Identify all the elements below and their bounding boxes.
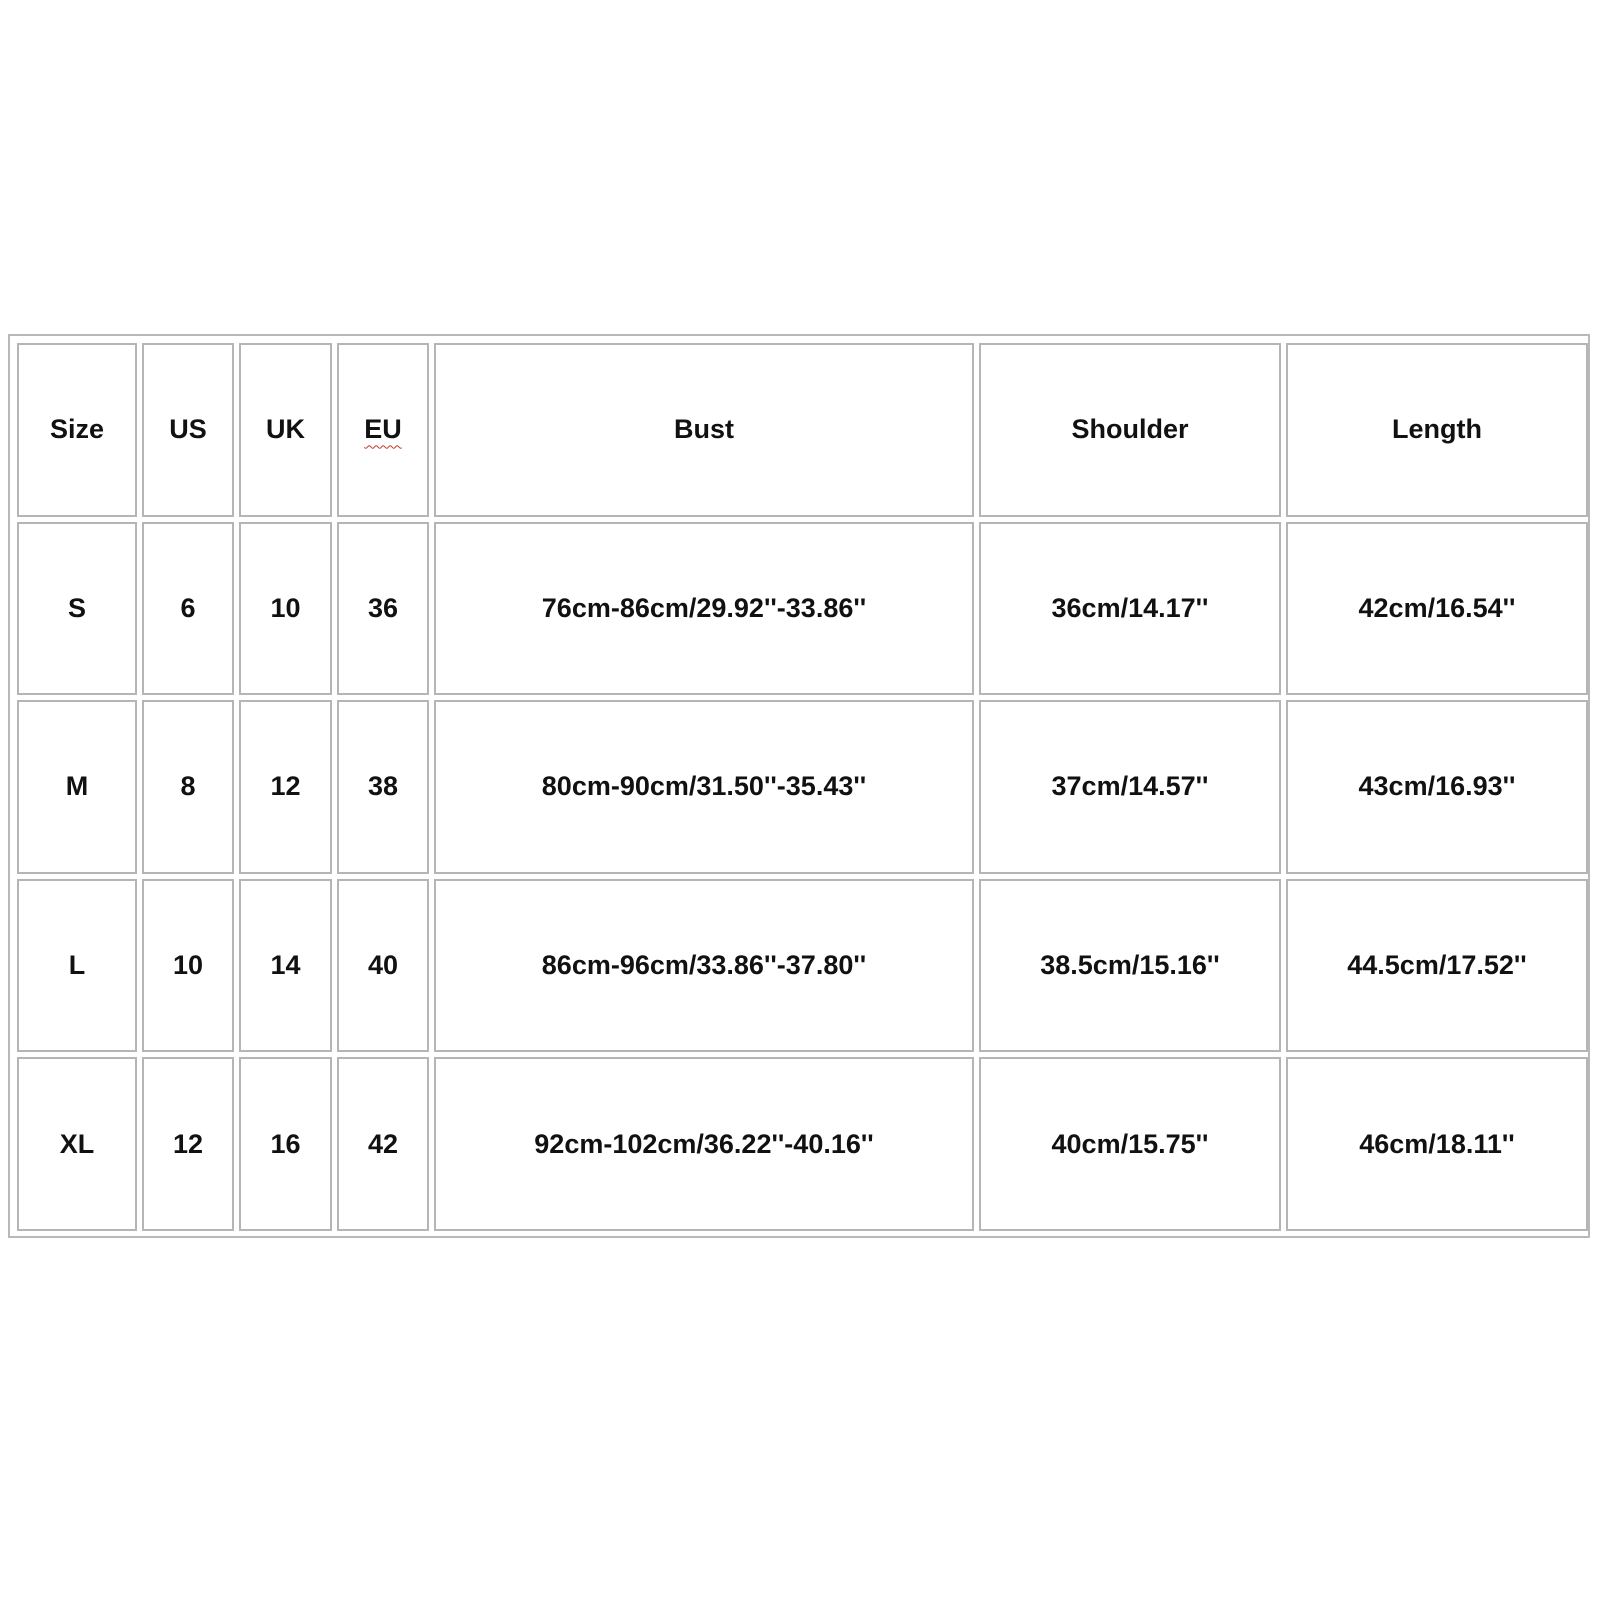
table-row — [17, 700, 1588, 874]
cell-bust: 76cm-86cm/29.92''-33.86'' — [434, 522, 974, 696]
header-eu-label: EU — [364, 414, 402, 445]
cell-size: S — [17, 522, 137, 696]
cell-uk: 16 — [239, 1057, 332, 1231]
header-uk: UK — [239, 343, 332, 517]
cell-size: M — [17, 700, 137, 874]
cell-bust: 92cm-102cm/36.22''-40.16'' — [434, 1057, 974, 1231]
cell-uk: 10 — [239, 522, 332, 696]
cell-eu: 42 — [337, 1057, 429, 1231]
size-chart — [8, 334, 1590, 1238]
cell-us: 8 — [142, 700, 234, 874]
header-us: US — [142, 343, 234, 517]
cell-bust: 86cm-96cm/33.86''-37.80'' — [434, 879, 974, 1053]
table-row — [17, 522, 1588, 696]
cell-shoulder: 38.5cm/15.16'' — [979, 879, 1281, 1053]
cell-shoulder: 36cm/14.17'' — [979, 522, 1281, 696]
cell-length: 44.5cm/17.52'' — [1286, 879, 1588, 1053]
cell-bust: 80cm-90cm/31.50''-35.43'' — [434, 700, 974, 874]
header-row — [17, 343, 1588, 517]
header-eu — [337, 343, 429, 517]
cell-size: XL — [17, 1057, 137, 1231]
header-length: Length — [1286, 343, 1588, 517]
cell-eu: 40 — [337, 879, 429, 1053]
header-bust: Bust — [434, 343, 974, 517]
cell-eu: 36 — [337, 522, 429, 696]
cell-eu: 38 — [337, 700, 429, 874]
cell-us: 10 — [142, 879, 234, 1053]
size-chart-table — [12, 338, 1593, 1236]
cell-size: L — [17, 879, 137, 1053]
table-row — [17, 879, 1588, 1053]
cell-uk: 14 — [239, 879, 332, 1053]
cell-us: 12 — [142, 1057, 234, 1231]
table-row — [17, 1057, 1588, 1231]
header-size: Size — [17, 343, 137, 517]
cell-us: 6 — [142, 522, 234, 696]
header-shoulder: Shoulder — [979, 343, 1281, 517]
cell-uk: 12 — [239, 700, 332, 874]
cell-length: 42cm/16.54'' — [1286, 522, 1588, 696]
cell-shoulder: 37cm/14.57'' — [979, 700, 1281, 874]
cell-length: 46cm/18.11'' — [1286, 1057, 1588, 1231]
cell-length: 43cm/16.93'' — [1286, 700, 1588, 874]
cell-shoulder: 40cm/15.75'' — [979, 1057, 1281, 1231]
